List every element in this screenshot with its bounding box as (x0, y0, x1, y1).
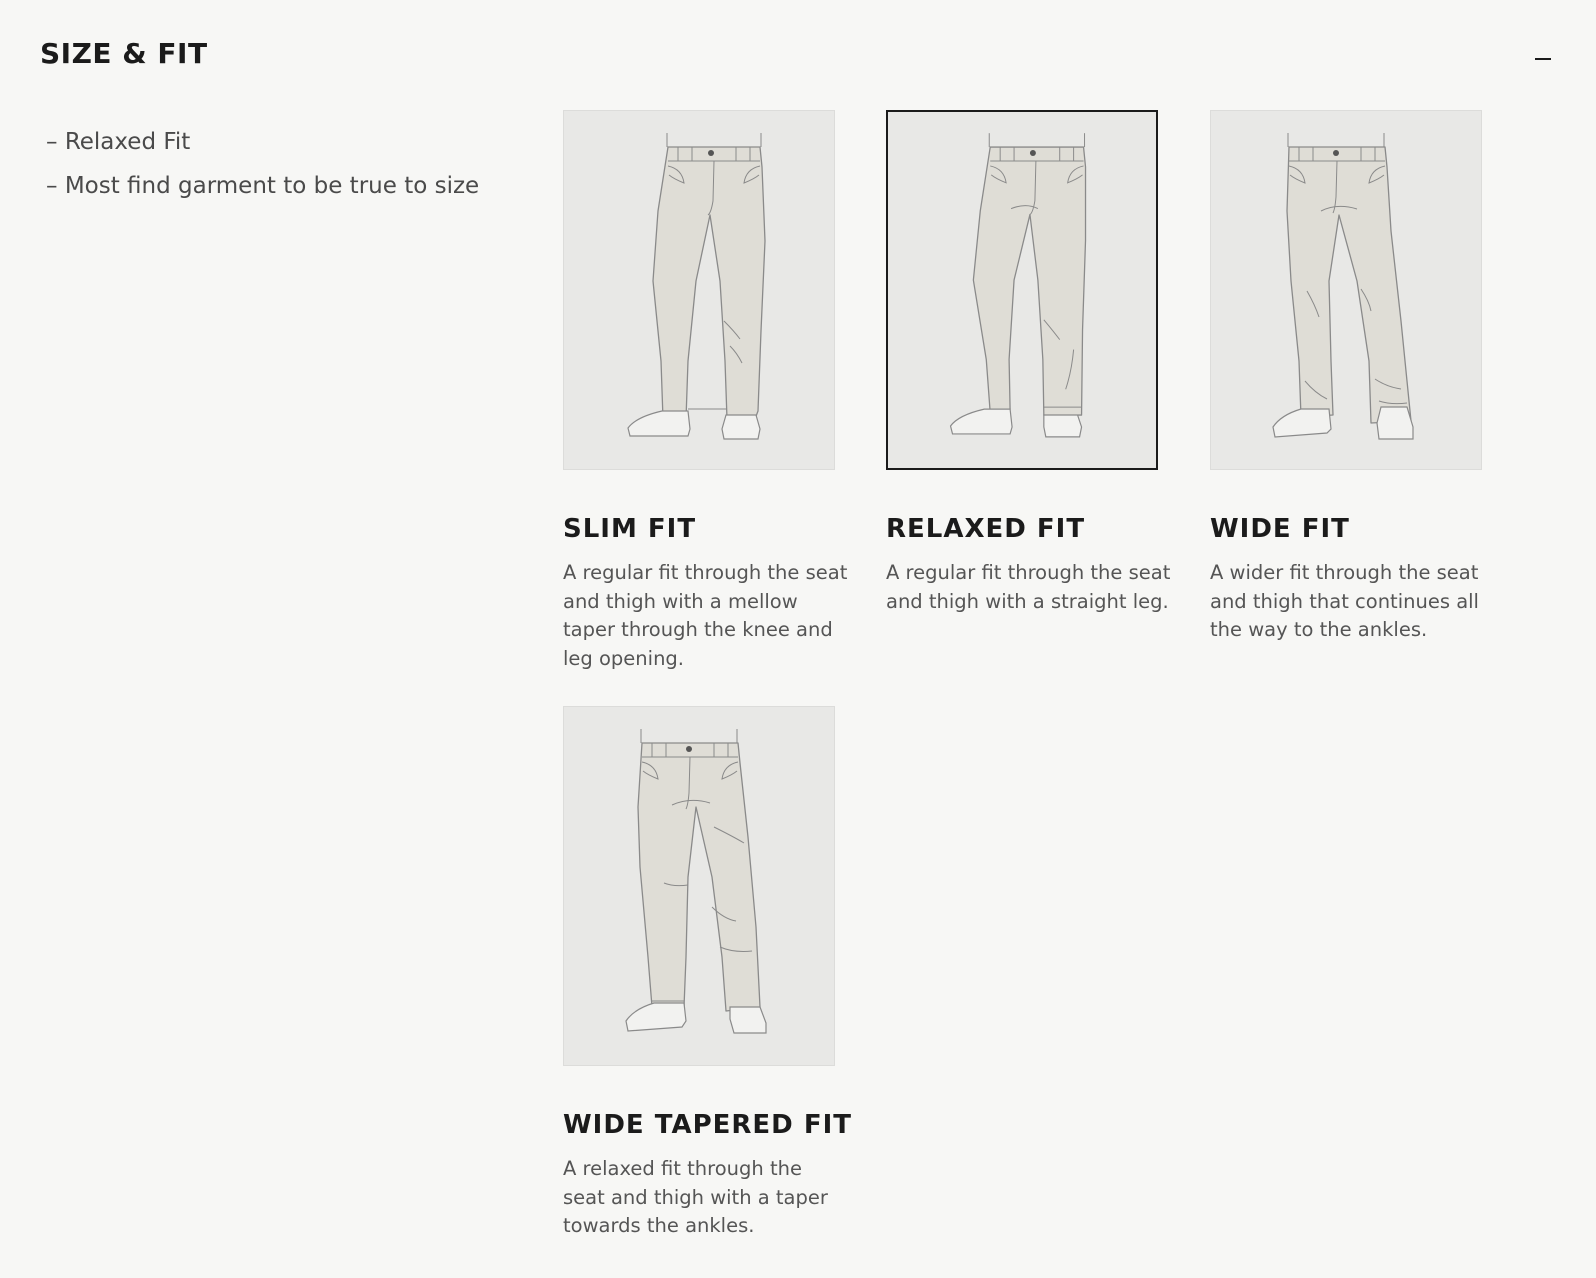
section-title: SIZE & FIT (40, 37, 208, 70)
wide-tapered-fit-image (563, 706, 835, 1066)
fit-note: – Most find garment to be true to size (46, 164, 479, 208)
fit-card-wide-tapered[interactable] (563, 706, 852, 1241)
fit-title: WIDE FIT (1210, 514, 1350, 544)
fit-card-slim[interactable] (563, 110, 848, 673)
relaxed-fit-image (886, 110, 1158, 470)
fit-description: A wider fit through the seat and thigh that continues all the way to the ankles. (1210, 561, 1479, 641)
wide-fit-image (1210, 110, 1482, 470)
fit-description: A regular fit through the seat and thigh with a mellow taper through the knee and leg opening. (563, 561, 848, 670)
fit-title: SLIM FIT (563, 514, 697, 544)
fit-title: WIDE TAPERED FIT (563, 1110, 852, 1140)
fit-card-relaxed[interactable] (886, 110, 1171, 616)
slim-fit-image (563, 110, 835, 470)
fit-note: – Relaxed Fit (46, 120, 479, 164)
minus-icon (1535, 58, 1551, 60)
fit-description: A regular fit through the seat and thigh with a straight leg. (886, 561, 1171, 613)
collapse-button[interactable] (1528, 36, 1558, 72)
fit-card-wide[interactable] (1210, 110, 1482, 645)
fit-notes (46, 120, 479, 208)
fit-description: A relaxed fit through the seat and thigh with a taper towards the ankles. (563, 1157, 828, 1237)
fit-title: RELAXED FIT (886, 514, 1086, 544)
